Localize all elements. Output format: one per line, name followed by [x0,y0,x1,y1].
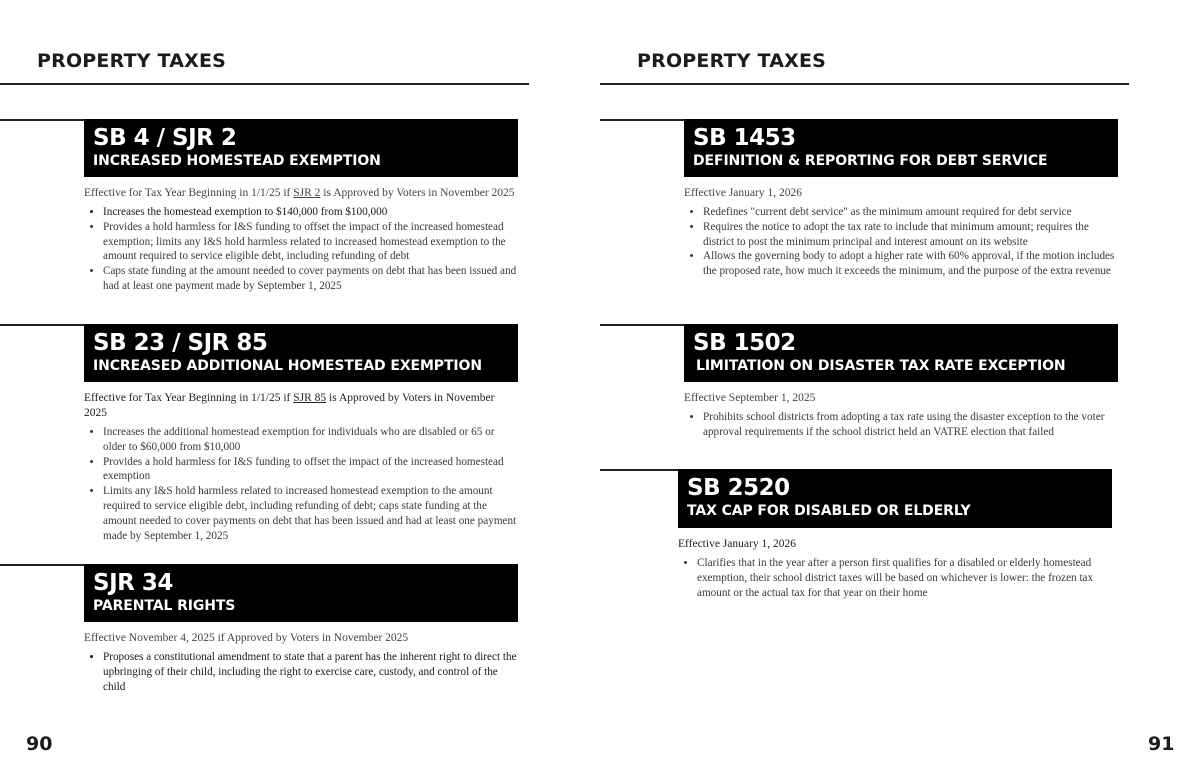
bill-number: SB 23 / SJR 85 [93,330,268,356]
bullet-item: • Prohibits school districts from adopting a tax rate using the disaster exception to the voter approval requirements if the school district held an VATRE election that failed [703,410,1118,440]
bill-connector-line [0,564,84,566]
left-title-rule [0,83,529,85]
bill-header [84,119,518,177]
bullet-item: • Caps state funding at the amount needed to cover payments on debt that has been issued and had at least one payment made by September 1, 2025 [103,264,518,294]
bill-number: SJR 34 [93,570,173,596]
bill-connector-line [600,469,678,471]
bullet-item: • Redefines "current debt service" as the minimum amount required for debt service [703,205,1118,220]
bill-subtitle: LIMITATION ON DISASTER TAX RATE EXCEPTION [696,358,1066,374]
right-title-rule [600,83,1129,85]
bill-bullets [84,425,518,543]
bill-subtitle: DEFINITION & REPORTING FOR DEBT SERVICE [693,153,1048,169]
bill-header [84,564,518,622]
bill-subtitle: INCREASED HOMESTEAD EXEMPTION [93,153,381,169]
page-number-left: 90 [26,733,53,755]
bill-number: SB 1453 [693,125,796,151]
sjr-85-link[interactable]: SJR 85 [293,392,327,404]
sjr-2-link[interactable]: SJR 2 [293,187,321,199]
bill-bullets [84,650,518,694]
bullet-item: • Allows the governing body to adopt a higher rate with 60% approval, if the motion includes the proposed rate, how much it exceeds the minimum, and the purpose of the extra revenue [703,249,1118,279]
bill-bullets [84,205,518,294]
bill-sb1502-section [684,324,1118,440]
bill-bullets [684,205,1118,279]
effective-date: Effective January 1, 2026 [678,538,796,550]
bullet-item: • Increases the additional homestead exemption for individuals who are disabled or 65 or older to $60,000 from $10,000 [103,425,518,455]
bill-sjr34-section [84,564,518,694]
bill-sb4-section [84,119,518,294]
bill-connector-line [600,119,684,121]
bill-subtitle: PARENTAL RIGHTS [93,598,236,614]
bill-header [684,324,1118,382]
bill-connector-line [0,324,84,326]
effective-date: Effective for Tax Year Beginning in 1/1/25 if SJR 85 is Approved by Voters in November 2025 [84,392,495,419]
bullet-item: • Limits any I&S hold harmless related to increased homestead exemption to the amount required to service eligible debt, including refunding of debt; caps state funding at the amount needed to cover payments on debt that has been issued and had at least one payment made by September 1, 2025 [103,484,518,543]
bullet-item: • Proposes a constitutional amendment to state that a parent has the inherent right to direct the upbringing of their child, including the right to exercise care, custody, and control of the child [103,650,518,694]
effective-date: Effective November 4, 2025 if Approved by Voters in November 2025 [84,632,409,644]
bullet-item: • Requires the notice to adopt the tax rate to include that minimum amount; requires the district to post the minimum principal and interest amount on its website [703,220,1118,250]
bill-number: SB 1502 [693,330,796,356]
bill-sb1453-section [684,119,1118,279]
bill-sb23-section [84,324,518,543]
bullet-item: • Provides a hold harmless for I&S funding to offset the impact of the increased homestead exemption [103,455,518,485]
left-page-title: PROPERTY TAXES [37,50,227,72]
bullet-item: • Clarifies that in the year after a person first qualifies for a disabled or elderly homestead exemption, their school district taxes will be based on whichever is lower: the frozen tax amount or the actual tax for that year on their home [697,556,1112,600]
bill-number: SB 4 / SJR 2 [93,125,237,151]
bill-bullets [678,556,1112,600]
page-number-right: 91 [1148,733,1175,755]
bill-header [84,324,518,382]
bill-subtitle: INCREASED ADDITIONAL HOMESTEAD EXEMPTION [93,358,482,374]
effective-date: Effective January 1, 2026 [684,187,802,199]
bullet-item: • Provides a hold harmless for I&S funding to offset the impact of the increased homestead exemption; limits any I&S hold harmless related to increased homestead exemption to the amount required to service eligible debt, including refunding of debt [103,220,518,264]
bill-bullets [684,410,1118,440]
bill-header [684,119,1118,177]
bill-number: SB 2520 [687,475,790,501]
effective-date: Effective for Tax Year Beginning in 1/1/25 if SJR 2 is Approved by Voters in November 2025 [84,187,515,199]
bill-connector-line [0,119,84,121]
bill-subtitle: TAX CAP FOR DISABLED OR ELDERLY [687,503,971,519]
right-page-title: PROPERTY TAXES [637,50,827,72]
bill-connector-line [600,324,684,326]
bill-header [678,469,1112,528]
bill-sb2520-section [678,469,1112,600]
effective-date: Effective September 1, 2025 [684,392,816,404]
bullet-item: • Increases the homestead exemption to $140,000 from $100,000 [103,205,518,220]
